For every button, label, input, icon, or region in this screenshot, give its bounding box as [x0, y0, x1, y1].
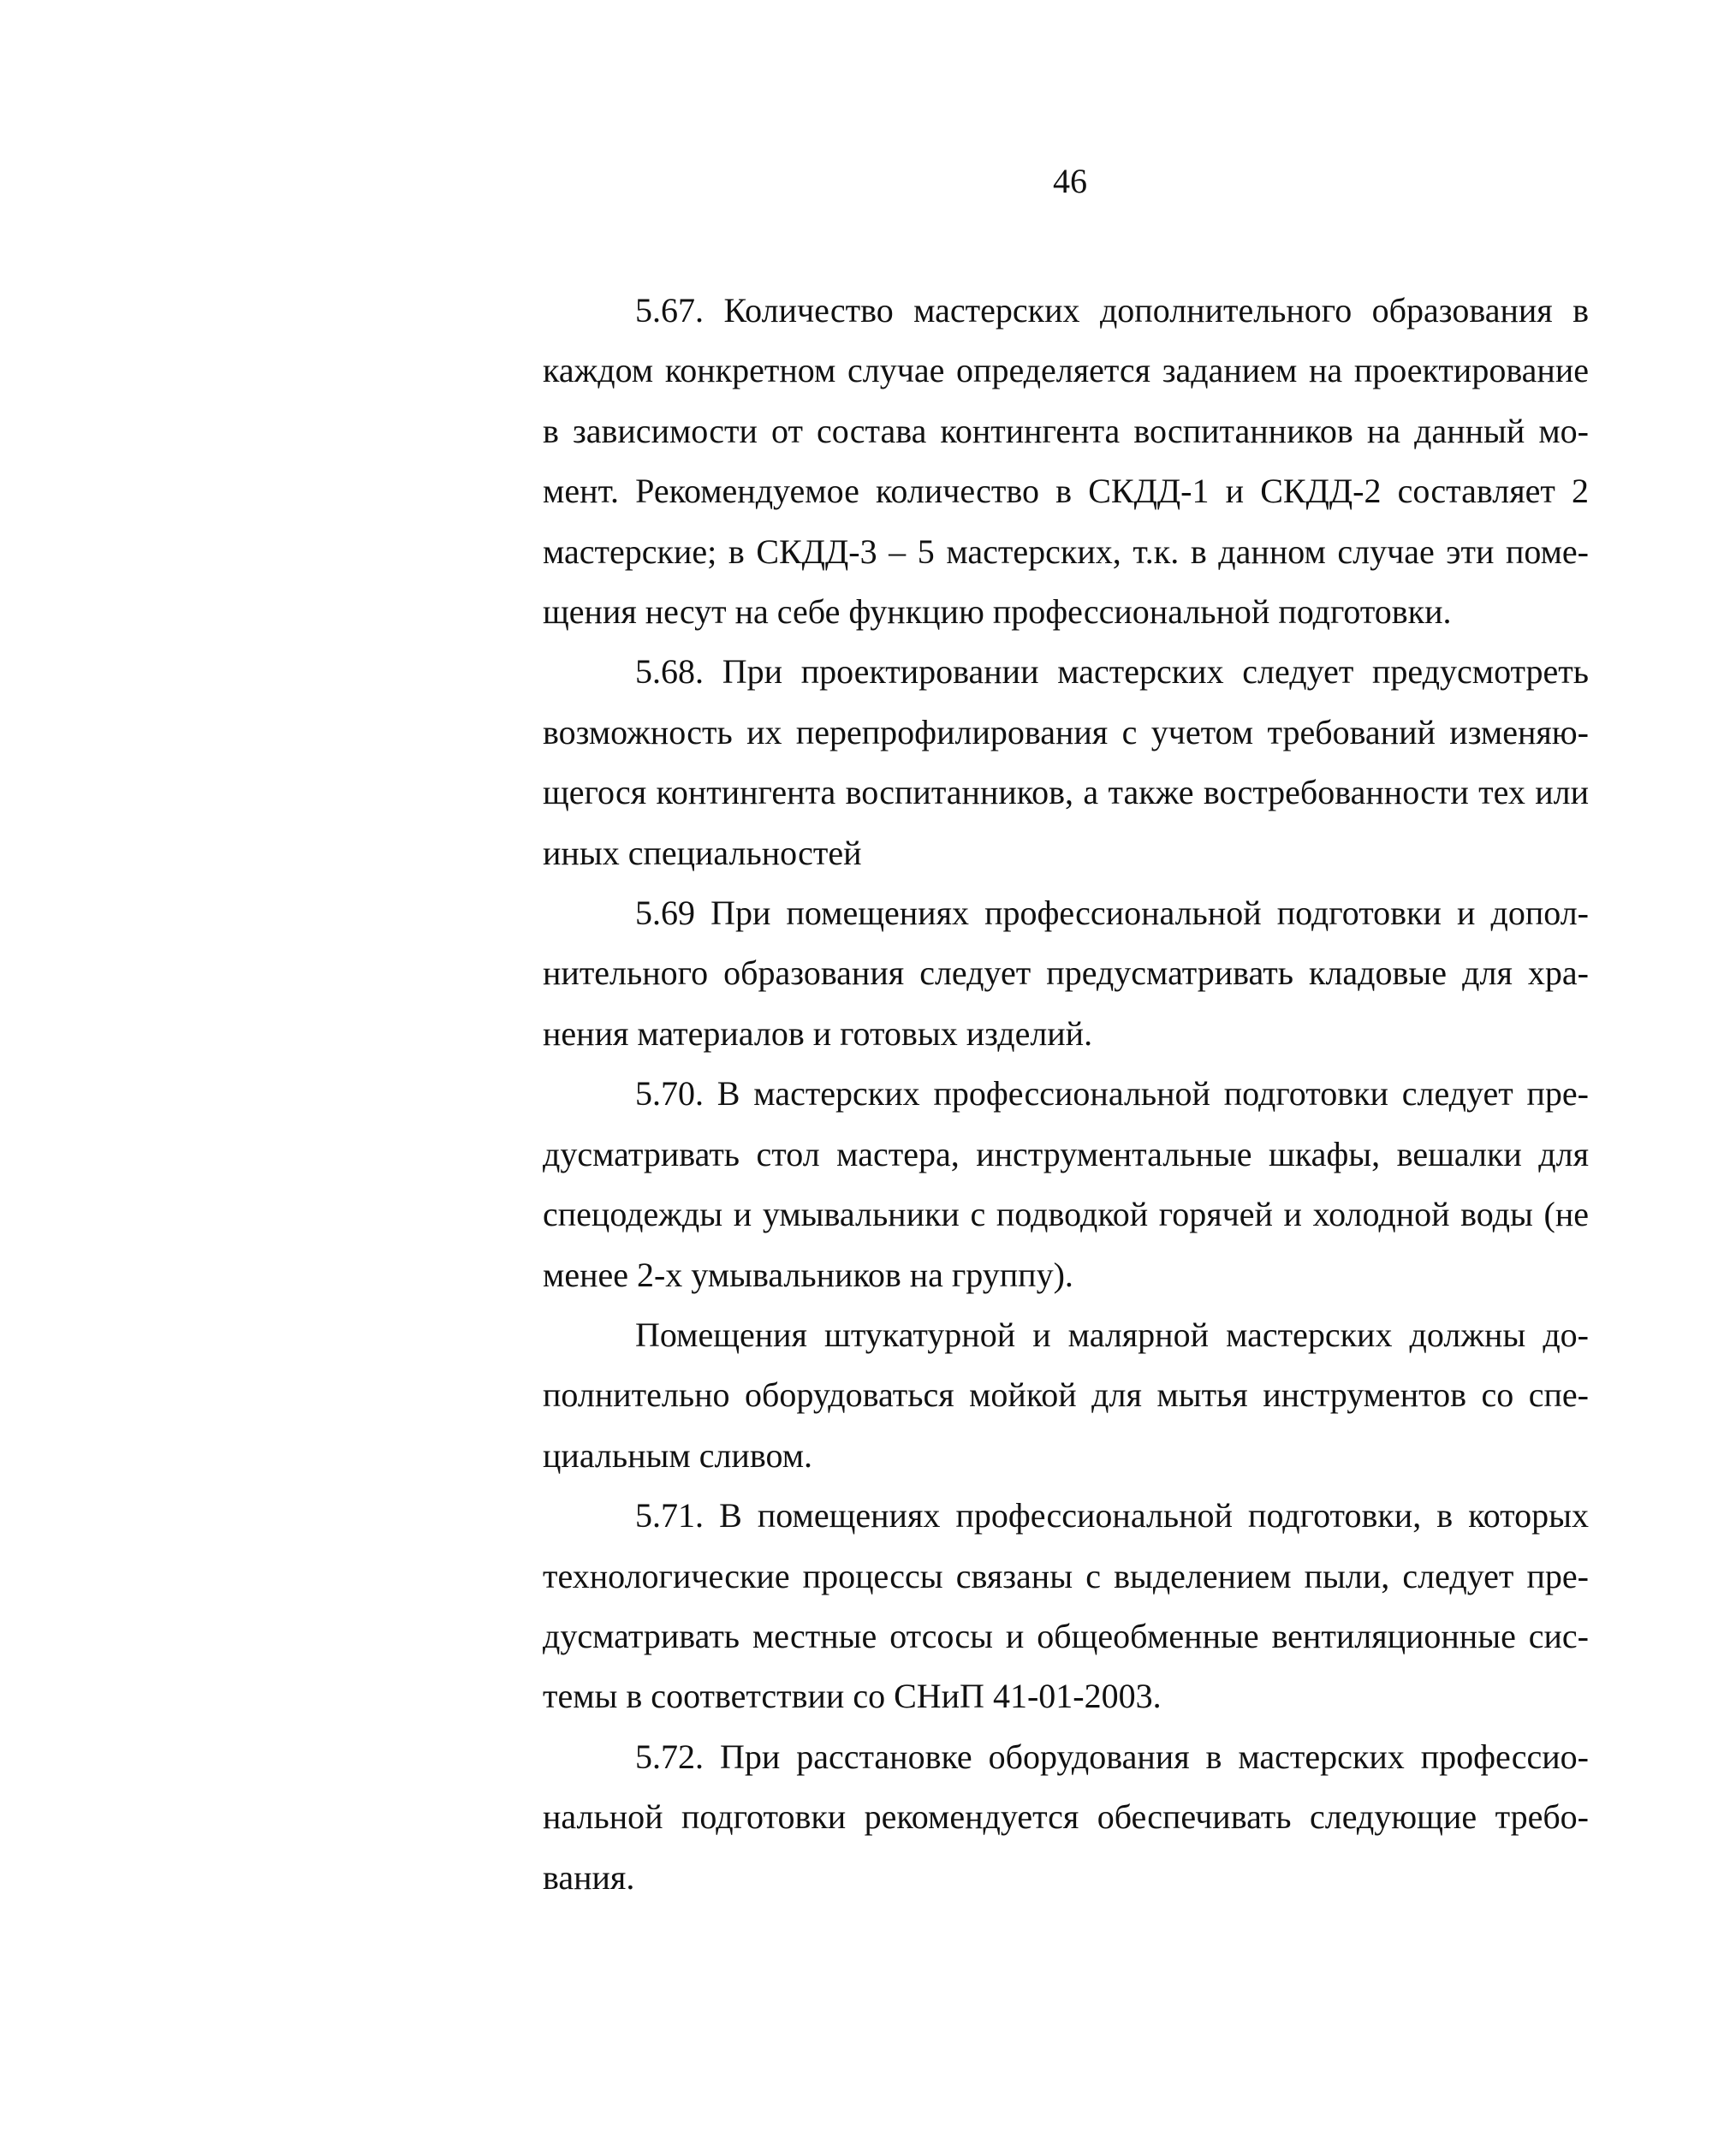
text-line: иных специальностей: [543, 833, 862, 872]
text-line: нения материалов и готовых изделий.: [543, 1013, 1093, 1053]
text-line: 5.68. При проектировании мастерских следует предусмотреть: [635, 652, 1589, 692]
text-line: щегося контингента воспитанников, а также востребованности тех или: [543, 773, 1589, 812]
paragraph-5-71: [543, 1486, 1589, 1727]
text-line: 5.69 При помещениях профессиональной подготовки и допол-: [635, 894, 1589, 933]
text-line: нальной подготовки рекомендуется обеспечивать следующие требо-: [543, 1797, 1589, 1837]
text-line: 5.71. В помещениях профессиональной подготовки, в которых: [635, 1496, 1589, 1535]
text-line: спецодежды и умывальники с подводкой горячей и холодной воды (не: [543, 1195, 1589, 1234]
text-line: Помещения штукатурной и малярной мастерских должны до-: [635, 1315, 1589, 1354]
paragraph-5-72: [543, 1727, 1589, 1908]
text-line: темы в соответствии со СНиП 41-01-2003.: [543, 1677, 1162, 1716]
page-number: 46: [1053, 162, 1087, 200]
text-line: полнительно оборудоваться мойкой для мытья инструментов со спе-: [543, 1375, 1589, 1415]
text-line: щения несут на себе функцию профессиональной подготовки.: [543, 592, 1452, 632]
text-line: дусматривать стол мастера, инструментальные шкафы, вешалки для: [543, 1134, 1589, 1173]
text-line: вания.: [543, 1857, 635, 1897]
paragraph-5-68: [543, 642, 1589, 883]
text-line: менее 2-х умывальников на группу).: [543, 1255, 1073, 1294]
paragraph-plaster-painting-workshops: [543, 1305, 1589, 1486]
text-line: мастерские; в СКДД-3 – 5 мастерских, т.к. в данном случае эти поме-: [543, 532, 1589, 571]
text-line: мент. Рекомендуемое количество в СКДД-1 и СКДД-2 составляет 2: [543, 472, 1589, 511]
text-line: в зависимости от состава контингента воспитанников на данный мо-: [543, 411, 1589, 450]
document-body: [543, 281, 1589, 1908]
text-line: 5.67. Количество мастерских дополнительного образования в: [635, 291, 1589, 330]
paragraph-5-70: [543, 1064, 1589, 1305]
paragraph-5-69: [543, 883, 1589, 1064]
text-line: 5.70. В мастерских профессиональной подготовки следует пре-: [635, 1074, 1589, 1114]
text-line: 5.72. При расстановке оборудования в мастерских профессио-: [635, 1737, 1589, 1776]
text-line: нительного образования следует предусматривать кладовые для хра-: [543, 953, 1589, 993]
text-line: дусматривать местные отсосы и общеобменные вентиляционные сис-: [543, 1616, 1589, 1655]
text-line: циальным сливом.: [543, 1435, 812, 1475]
paragraph-5-67: [543, 281, 1589, 642]
text-line: возможность их перепрофилирования с учетом требований изменяю-: [543, 712, 1589, 751]
text-line: каждом конкретном случае определяется заданием на проектирование: [543, 351, 1589, 390]
text-line: технологические процессы связаны с выделением пыли, следует пре-: [543, 1556, 1589, 1595]
